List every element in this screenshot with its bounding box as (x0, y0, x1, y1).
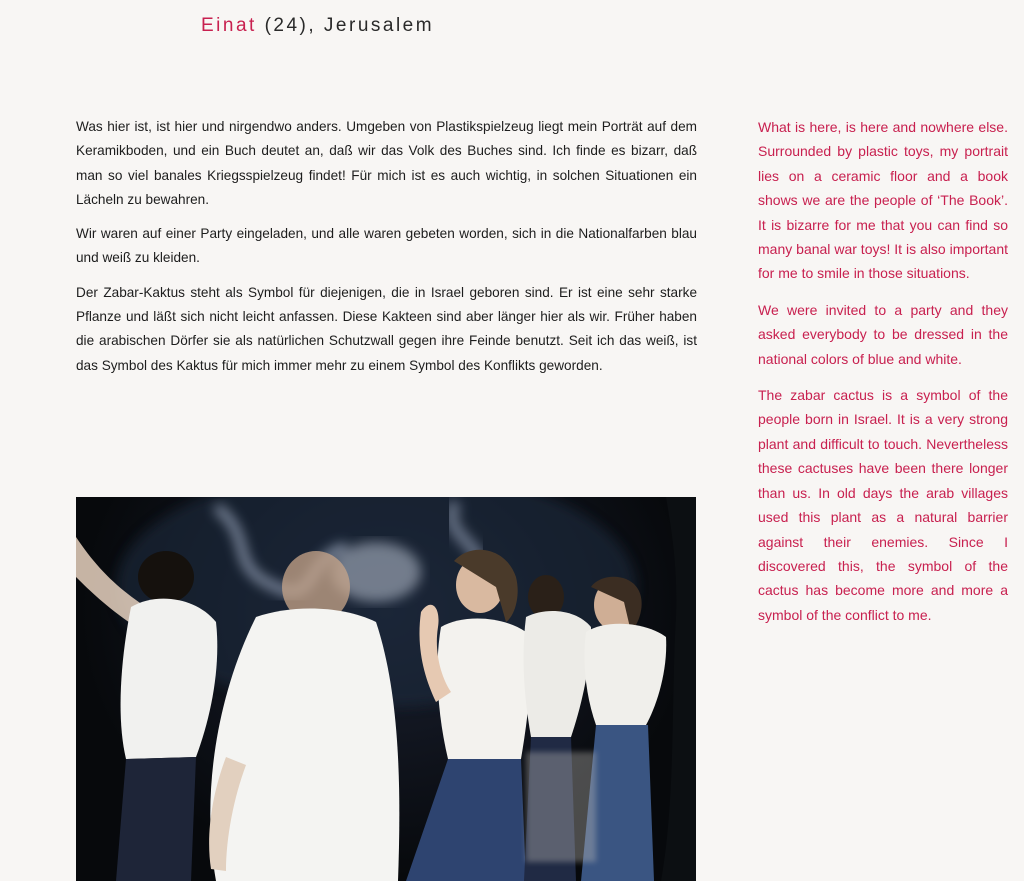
english-paragraph: We were invited to a party and they asked everybody to be dressed in the national colors of blue and white. (758, 301, 1008, 367)
english-paragraph: The zabar cactus is a symbol of the people born in Israel. It is a very strong plant and difficult to touch. Nevertheless these cactuses have been there longer than us. In old days the arab villages used this plant as a natural barrier against their enemies. Since I discovered this, the symbol of the cactus has become more and more a symbol of the conflict to me. (758, 387, 1008, 623)
heading-name: Einat (201, 15, 257, 36)
party-photo-illustration (76, 497, 696, 881)
english-text-column (758, 115, 1008, 639)
heading-age-city: (24), Jerusalem (256, 15, 435, 36)
german-paragraph: Wir waren auf einer Party eingeladen, und alle waren gebeten worden, sich in die Nationalfarben blau und weiß zu kleiden. (76, 226, 697, 266)
german-paragraph: Was hier ist, ist hier und nirgendwo anders. Umgeben von Plastikspielzeug liegt mein Porträt auf dem Keramikboden, und ein Buch deutet an, daß wir das Volk des Buches sind. Ich finde es bizarr, daß man so viel banales Kriegsspielzeug findet! Für mich ist es auch wichtig, in solchen Situationen ein Lächeln zu bewahren. (76, 119, 697, 207)
english-paragraph: What is here, is here and nowhere else. Surrounded by plastic toys, my portrait lies on a ceramic floor and a book shows we are the people of ‘The Book’. It is bizarre for me that you can find so many banal war toys! It is also important for me to smile in those situations. (758, 119, 1008, 282)
german-text-column (76, 115, 697, 388)
party-photo (76, 497, 696, 881)
german-paragraph: Der Zabar-Kaktus steht als Symbol für diejenigen, die in Israel geboren sind. Er ist eine sehr starke Pflanze und läßt sich nicht leicht anfassen. Diese Kakteen sind aber länger hier als wir. Früher haben die arabischen Dörfer sie als natürlichen Schutzwall gegen ihre Feinde benutzt. Seit ich das weiß, ist das Symbol des Kaktus für mich immer mehr zu einem Symbol des Konflikts geworden. (76, 284, 697, 373)
page-heading (201, 15, 434, 37)
